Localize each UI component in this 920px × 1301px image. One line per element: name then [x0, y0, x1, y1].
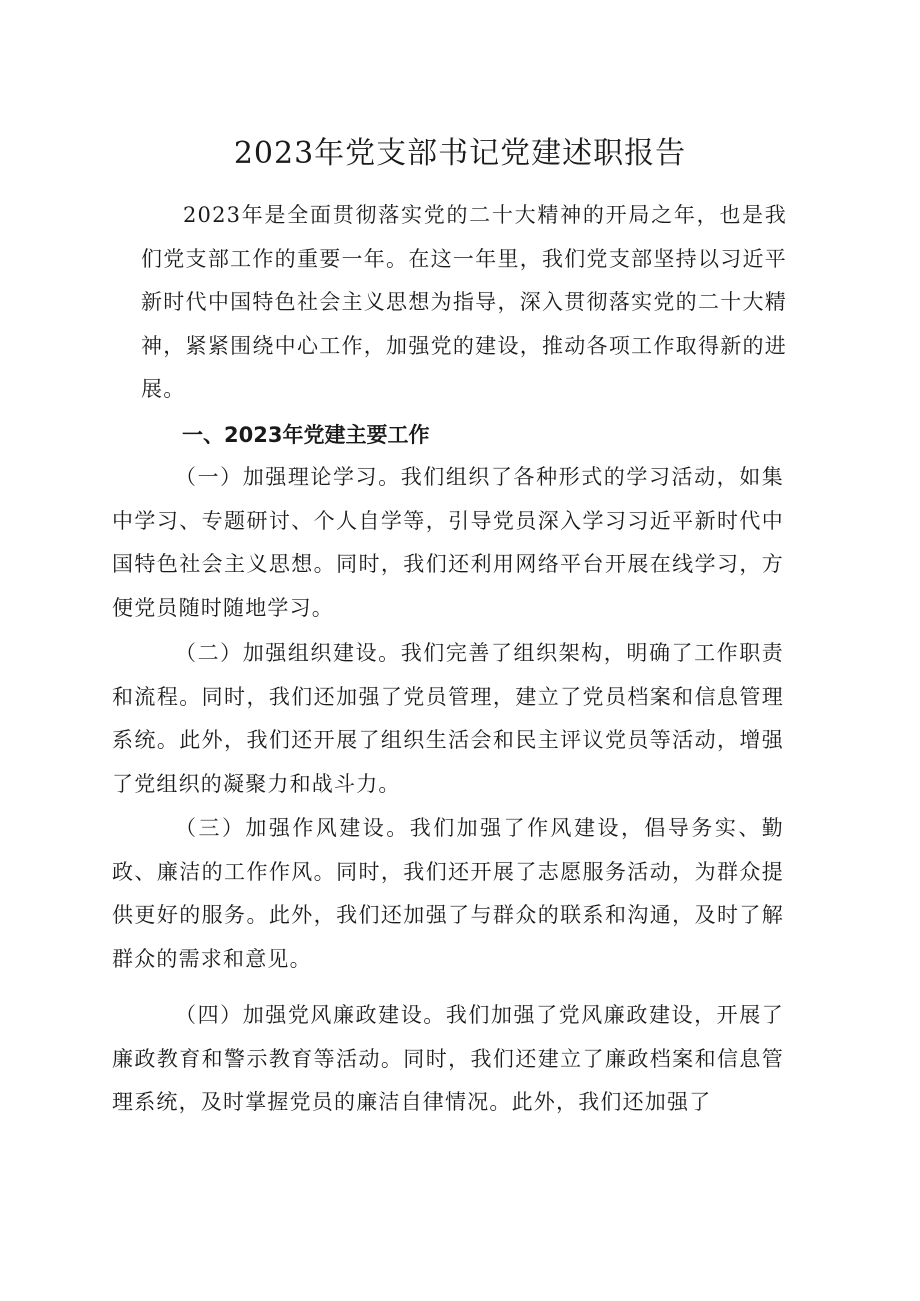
section-heading: 一、2023年党建主要工作: [182, 423, 430, 447]
paragraph-integrity: （四）加强党风廉政建设。我们加强了党风廉政建设，开展了廉政教育和警示教育等活动。同时，我们还建立了廉政档案和信息管理系统，及时掌握党员的廉洁自律情况。此外，我们还加强了: [112, 1003, 784, 1114]
document-title: 2023年党支部书记党建述职报告: [233, 136, 687, 171]
paragraph-theory-study: （一）加强理论学习。我们组织了各种形式的学习活动，如集中学习、专题研讨、个人自学等，引导党员深入学习习近平新时代中国特色社会主义思想。同时，我们还利用网络平台开展在线学习，方便党员随时随地学习。: [112, 465, 784, 620]
paragraph-organization: （二）加强组织建设。我们完善了组织架构，明确了工作职责和流程。同时，我们还加强了党员管理，建立了党员档案和信息管理系统。此外，我们还开展了组织生活会和民主评议党员等活动，增强了党组织的凝聚力和战斗力。: [112, 641, 784, 796]
intro-paragraph: 2023年是全面贯彻落实党的二十大精神的开局之年，也是我们党支部工作的重要一年。在这一年里，我们党支部坚持以习近平新时代中国特色社会主义思想为指导，深入贯彻落实党的二十大精神，紧紧围绕中心工作，加强党的建设，推动各项工作取得新的进展。: [141, 203, 787, 401]
paragraph-work-style: （三）加强作风建设。我们加强了作风建设，倡导务实、勤政、廉洁的工作作风。同时，我们还开展了志愿服务活动，为群众提供更好的服务。此外，我们还加强了与群众的联系和沟通，及时了解群众的需求和意见。: [112, 816, 784, 971]
